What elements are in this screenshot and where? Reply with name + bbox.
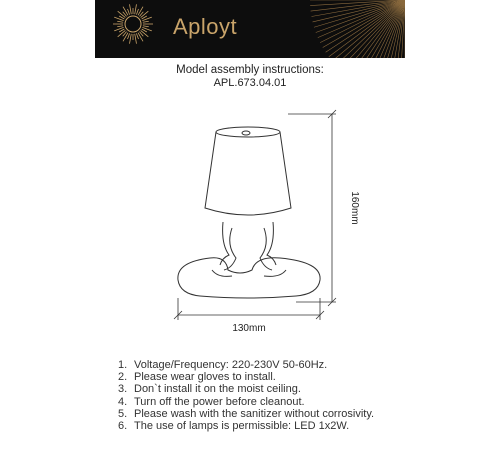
list-item: 1. Voltage/Frequency: 220-230V 50-60Hz. <box>118 359 328 371</box>
height-label: 160mm <box>349 191 360 225</box>
width-label: 130mm <box>232 323 266 334</box>
instructions-list <box>118 359 374 432</box>
list-item: 3. Don`t install it on the moist ceiling. <box>118 383 301 396</box>
height-dimension <box>288 110 336 306</box>
list-item: 6. The use of lamps is permissible: LED 1x2W. <box>118 419 350 432</box>
lamp-figure <box>178 222 320 298</box>
width-dimension <box>174 298 324 320</box>
model-code: APL.673.04.01 <box>213 77 287 89</box>
list-item: 5. Please wash with the sanitizer without corrosivity. <box>118 407 375 420</box>
document-title: Model assembly instructions: <box>176 64 324 76</box>
brand-name: Aployt <box>173 14 238 39</box>
lamp-shade <box>205 127 291 215</box>
list-item: 4. Turn off the power before cleanout. <box>118 395 305 408</box>
list-item: 2. Please wear gloves to install. <box>118 371 276 384</box>
